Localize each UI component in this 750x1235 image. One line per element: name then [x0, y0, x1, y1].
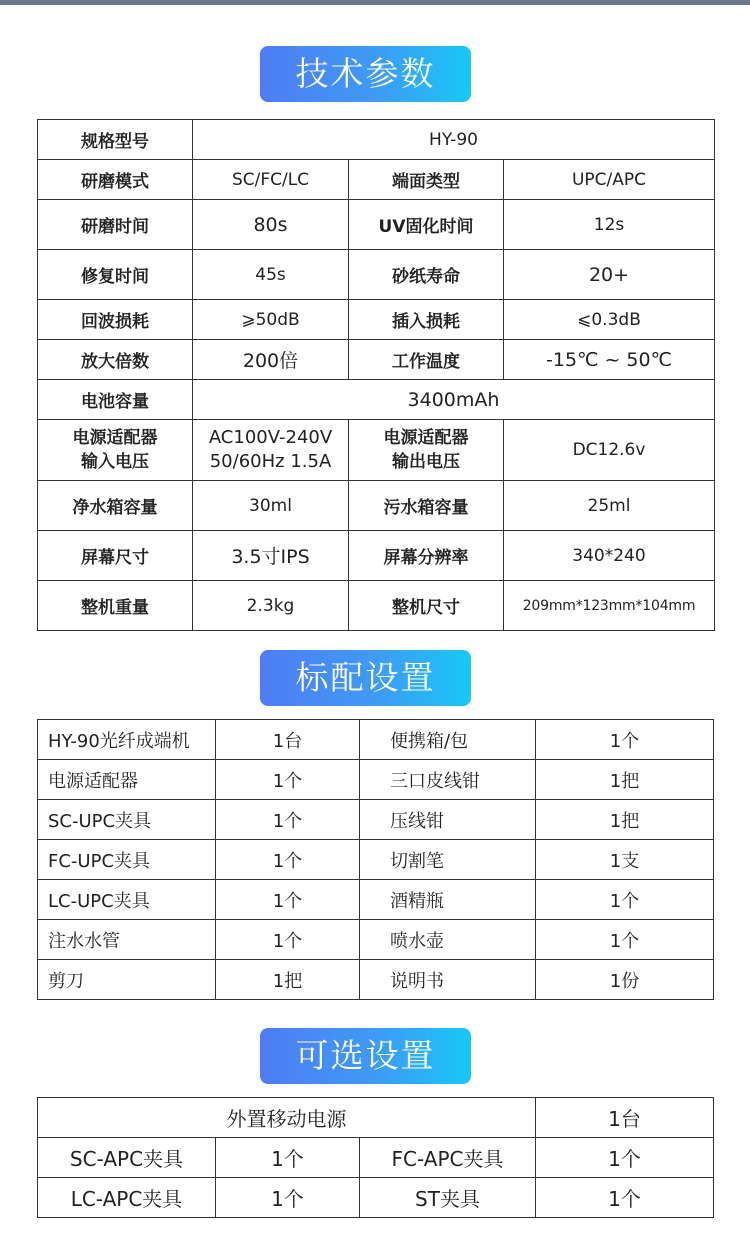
spec-label: UV固化时间 [349, 200, 504, 250]
table-row [38, 340, 715, 380]
spec-label: 放大倍数 [38, 340, 193, 380]
item-name: SC-UPC夹具 [38, 800, 216, 840]
spec-label: 屏幕分辨率 [349, 531, 504, 581]
item-qty: 1个 [536, 920, 714, 960]
item-qty: 1个 [536, 880, 714, 920]
item-qty: 1个 [536, 1178, 714, 1218]
section-title-optional: 可选设置 [260, 1028, 471, 1084]
item-qty: 1个 [216, 1178, 360, 1218]
spec-label: 污水箱容量 [349, 481, 504, 531]
spec-label-line: 输入电压 [81, 452, 149, 472]
spec-label: 工作温度 [349, 340, 504, 380]
spec-value: DC12.6v [504, 420, 715, 481]
spec-value: 340*240 [504, 531, 715, 581]
table-row [38, 720, 714, 760]
item-name: 剪刀 [38, 960, 216, 1000]
table-row [38, 840, 714, 880]
item-qty: 1把 [536, 800, 714, 840]
table-row [38, 300, 715, 340]
spec-label [349, 420, 504, 481]
table-row [38, 531, 715, 581]
item-name: FC-UPC夹具 [38, 840, 216, 880]
spec-label: 规格型号 [38, 120, 193, 160]
spec-label [38, 420, 193, 481]
spec-value: 209mm*123mm*104mm [504, 581, 715, 631]
item-qty: 1个 [216, 800, 360, 840]
spec-label: 回波损耗 [38, 300, 193, 340]
item-name: 电源适配器 [38, 760, 216, 800]
table-row [38, 800, 714, 840]
section-title-standard: 标配设置 [260, 650, 471, 706]
item-name: HY-90光纤成端机 [38, 720, 216, 760]
item-name: LC-APC夹具 [38, 1178, 216, 1218]
spec-value: 20+ [504, 250, 715, 300]
item-name: 注水水管 [38, 920, 216, 960]
spec-value: 45s [193, 250, 349, 300]
table-row [38, 160, 715, 200]
spec-value: 200倍 [193, 340, 349, 380]
table-row [38, 920, 714, 960]
table-row [38, 581, 715, 631]
optional-qty: 1台 [536, 1098, 714, 1138]
item-qty: 1台 [216, 720, 360, 760]
spec-value: ⩾50dB [193, 300, 349, 340]
spec-label-line: 电源适配器 [72, 428, 158, 448]
spec-value: ⩽0.3dB [504, 300, 715, 340]
item-name: SC-APC夹具 [38, 1138, 216, 1178]
spec-value-line: 50/60Hz 1.5A [209, 451, 332, 472]
spec-label: 插入损耗 [349, 300, 504, 340]
spec-value: 80s [193, 200, 349, 250]
table-row [38, 481, 715, 531]
item-qty: 1个 [216, 920, 360, 960]
table-row [38, 960, 714, 1000]
table-row [38, 880, 714, 920]
item-name: 说明书 [360, 960, 536, 1000]
optional-item: 外置移动电源 [38, 1098, 536, 1138]
table-row [38, 1098, 714, 1138]
item-qty: 1份 [536, 960, 714, 1000]
item-name: 切割笔 [360, 840, 536, 880]
top-bar [0, 0, 750, 5]
spec-value [193, 420, 349, 481]
item-name: 喷水壶 [360, 920, 536, 960]
table-row [38, 200, 715, 250]
item-name: FC-APC夹具 [360, 1138, 536, 1178]
standard-table [37, 719, 714, 1000]
spec-value: 3.5寸IPS [193, 531, 349, 581]
spec-label: 整机重量 [38, 581, 193, 631]
item-name: 便携箱/包 [360, 720, 536, 760]
spec-label: 电池容量 [38, 380, 193, 420]
section-title-specs: 技术参数 [260, 46, 471, 102]
spec-label: 整机尺寸 [349, 581, 504, 631]
spec-label: 端面类型 [349, 160, 504, 200]
table-row [38, 380, 715, 420]
item-name: 压线钳 [360, 800, 536, 840]
item-qty: 1把 [536, 760, 714, 800]
item-name: 三口皮线钳 [360, 760, 536, 800]
item-qty: 1个 [216, 840, 360, 880]
item-name: ST夹具 [360, 1178, 536, 1218]
spec-value: 3400mAh [193, 380, 715, 420]
spec-label: 修复时间 [38, 250, 193, 300]
spec-value: 12s [504, 200, 715, 250]
spec-value: -15℃ ~ 50℃ [504, 340, 715, 380]
spec-label: 研磨模式 [38, 160, 193, 200]
table-row [38, 760, 714, 800]
standard-table-body [38, 720, 714, 1000]
spec-value: SC/FC/LC [193, 160, 349, 200]
item-qty: 1个 [536, 1138, 714, 1178]
optional-table [37, 1097, 714, 1218]
table-row [38, 1138, 714, 1178]
spec-label-line: 输出电压 [392, 452, 460, 472]
spec-value: HY-90 [193, 120, 715, 160]
spec-value: UPC/APC [504, 160, 715, 200]
optional-table-body [38, 1138, 714, 1218]
spec-label-line: 电源适配器 [383, 428, 469, 448]
item-name: 酒精瓶 [360, 880, 536, 920]
table-row [38, 120, 715, 160]
item-qty: 1个 [216, 1138, 360, 1178]
spec-value: 2.3kg [193, 581, 349, 631]
table-row [38, 1178, 714, 1218]
table-row [38, 250, 715, 300]
item-qty: 1支 [536, 840, 714, 880]
spec-value: 30ml [193, 481, 349, 531]
item-qty: 1个 [536, 720, 714, 760]
item-qty: 1把 [216, 960, 360, 1000]
spec-label: 屏幕尺寸 [38, 531, 193, 581]
spec-value: 25ml [504, 481, 715, 531]
item-qty: 1个 [216, 760, 360, 800]
spec-label: 研磨时间 [38, 200, 193, 250]
item-qty: 1个 [216, 880, 360, 920]
spec-label: 砂纸寿命 [349, 250, 504, 300]
spec-label: 净水箱容量 [38, 481, 193, 531]
spec-value-line: AC100V-240V [208, 427, 333, 448]
table-row [38, 420, 715, 481]
item-name: LC-UPC夹具 [38, 880, 216, 920]
spec-table [37, 119, 715, 631]
